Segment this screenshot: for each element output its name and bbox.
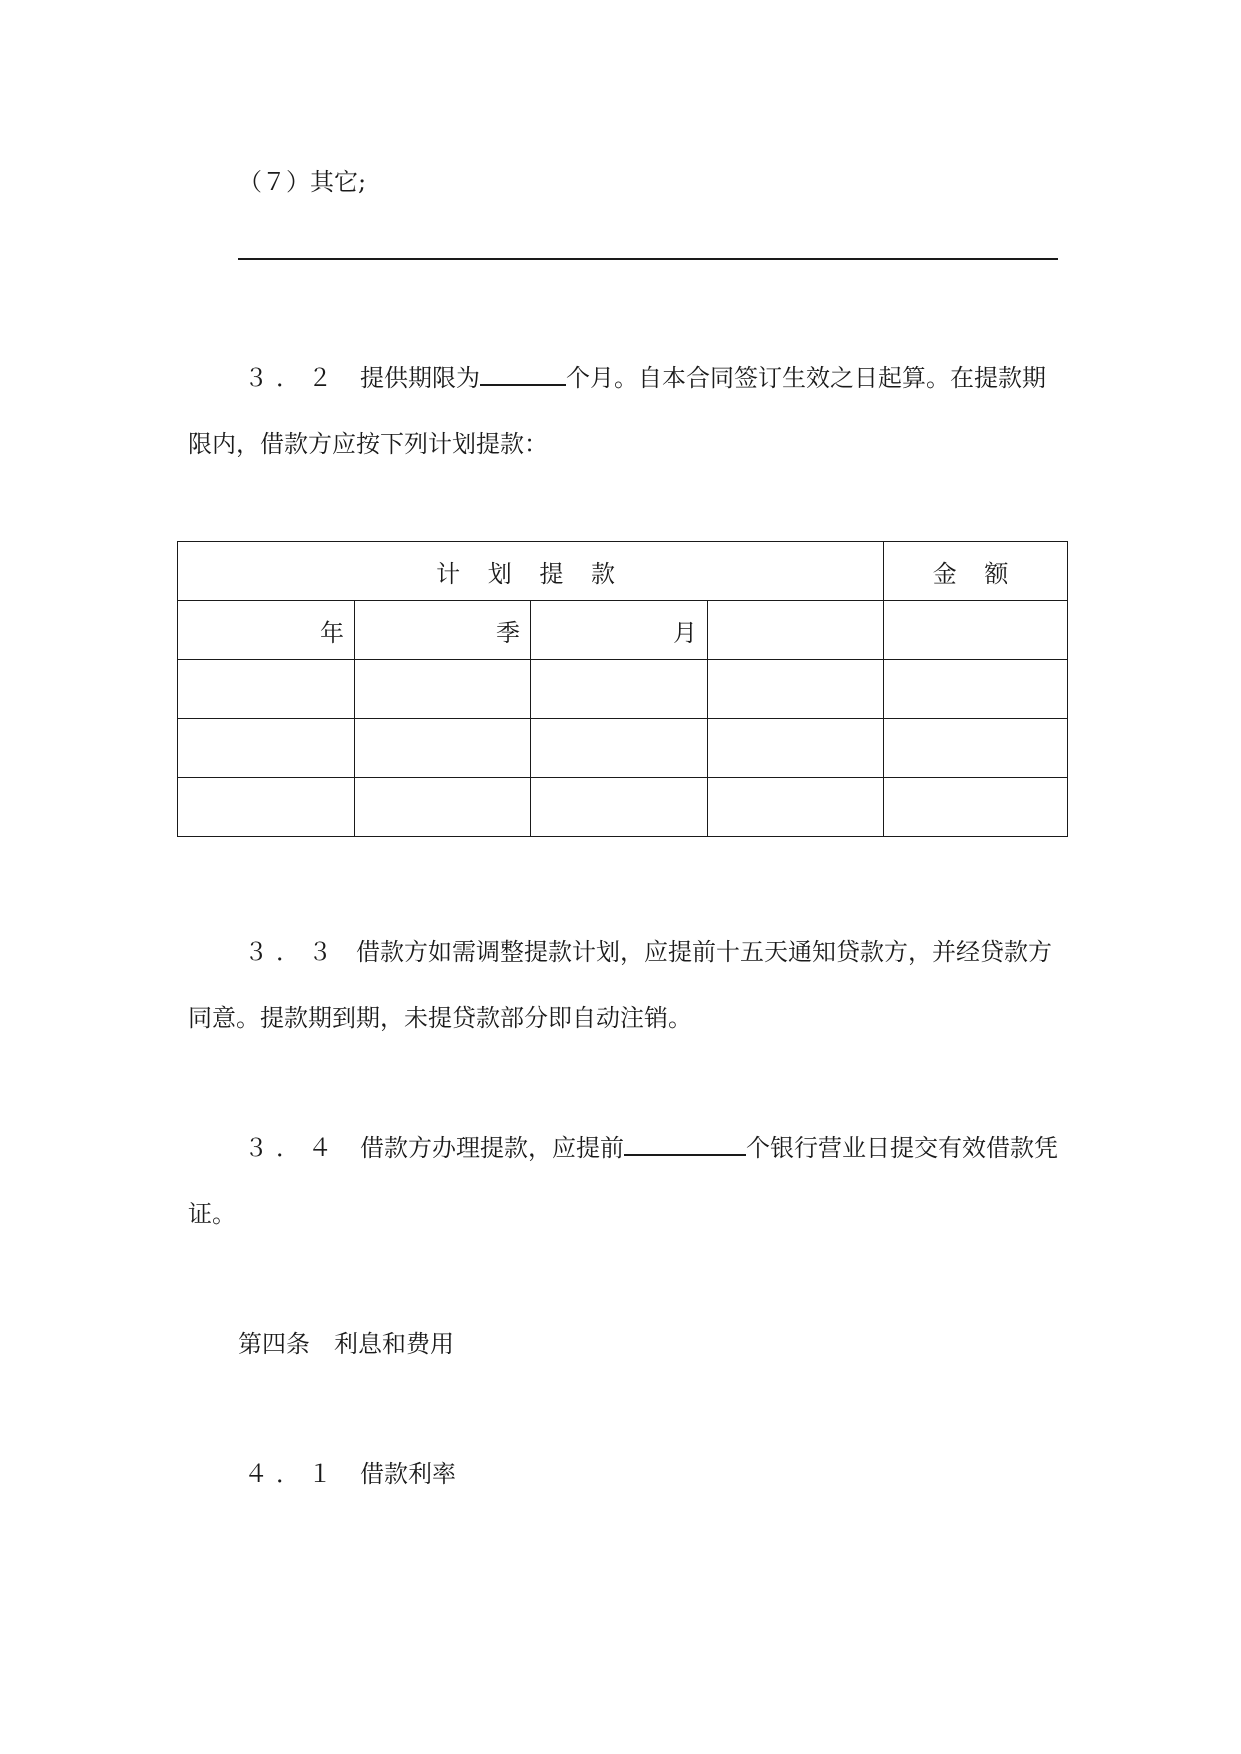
table-cell[interactable] [178,778,355,837]
clause-3-4-text-line2: 证。 [188,1200,236,1228]
table-cell[interactable] [531,778,708,837]
header-amount: 金 额 [884,542,1068,601]
table-cell[interactable] [708,719,884,778]
table-cell[interactable] [884,660,1068,719]
table-header-row [178,542,1068,601]
table-cell[interactable] [884,719,1068,778]
col-month: 月 [531,601,708,660]
col-season: 季 [355,601,531,660]
clause-3-4-line2 [188,1198,236,1230]
clause-3-2-text-b: 个月。自本合同签订生效之日起算。在提款期 [566,364,1046,392]
clause-3-3-line2 [188,1002,692,1034]
clause-3-2-number: ３．２ [244,364,340,392]
table-cell[interactable] [708,660,884,719]
col-amount-empty [884,601,1068,660]
table-row [178,719,1068,778]
clause-4-1-number: ４．１ [244,1460,340,1488]
fill-in-line [238,258,1058,260]
clause-3-2-line2 [188,428,548,460]
table-cell[interactable] [178,719,355,778]
clause-3-3-text-line2: 同意。提款期到期，未提贷款部分即自动注销。 [188,1004,692,1032]
item-other [238,166,366,198]
table-cell[interactable] [178,660,355,719]
table-cell[interactable] [355,778,531,837]
table-row [178,660,1068,719]
withdrawal-plan-table [177,541,1068,837]
business-days-blank[interactable] [624,1132,746,1156]
clause-3-4-text-a: 借款方办理提款，应提前 [360,1134,624,1162]
table-cell[interactable] [531,719,708,778]
clause-3-4-number: ３．４ [244,1134,340,1162]
table-cell[interactable] [531,660,708,719]
article-4-title [238,1328,454,1360]
article-4-title-text: 第四条 利息和费用 [238,1330,454,1358]
clause-3-4-line1 [244,1132,1058,1164]
table-subheader-row [178,601,1068,660]
clause-3-3-line1 [244,936,1052,968]
clause-3-2-text-line2: 限内，借款方应按下列计划提款： [188,430,548,458]
clause-4-1-text: 借款利率 [360,1460,456,1488]
term-months-blank[interactable] [480,362,566,386]
table-cell[interactable] [355,719,531,778]
clause-4-1 [244,1458,456,1490]
table-row [178,778,1068,837]
header-plan: 计 划 提 款 [178,542,884,601]
clause-3-2-text-a: 提供期限为 [360,364,480,392]
table-cell[interactable] [708,778,884,837]
item-other-text: （７）其它; [238,168,367,196]
col-year: 年 [178,601,355,660]
clause-3-2-line1 [244,362,1046,394]
table-cell[interactable] [355,660,531,719]
clause-3-3-number: ３．３ [244,938,340,966]
clause-3-4-text-b: 个银行营业日提交有效借款凭 [746,1134,1058,1162]
col-empty [708,601,884,660]
clause-3-3-text-line1: 借款方如需调整提款计划，应提前十五天通知贷款方，并经贷款方 [356,938,1052,966]
table-cell[interactable] [884,778,1068,837]
